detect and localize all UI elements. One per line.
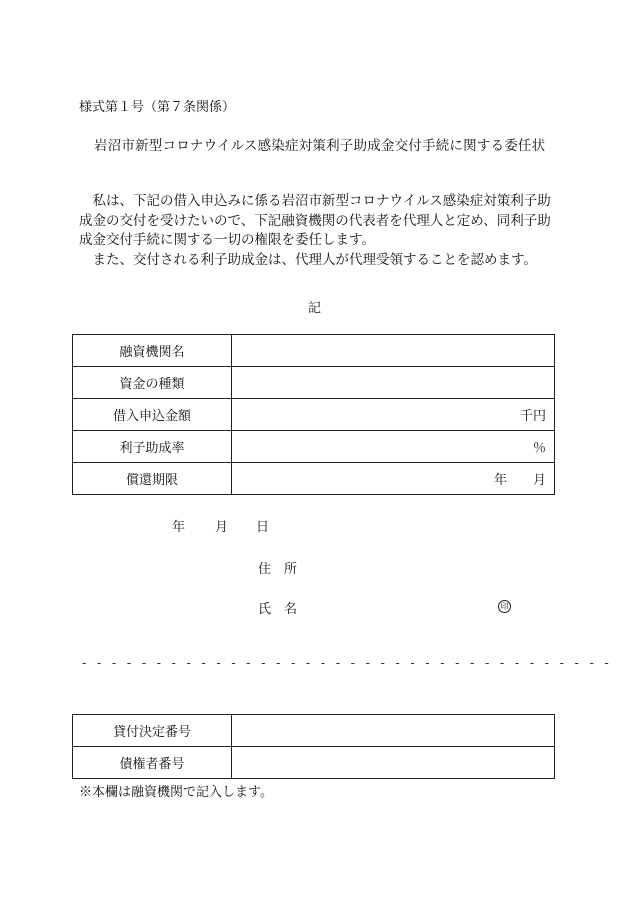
field-loan-decision-number[interactable]	[232, 715, 555, 747]
address-label: 住 所	[258, 562, 298, 577]
body-text	[79, 192, 554, 270]
field-loan-amount[interactable]: 千円	[232, 399, 555, 431]
label-fund-type: 資金の種類	[73, 367, 232, 399]
field-subsidy-rate[interactable]: ％	[232, 431, 555, 463]
ki-heading: 記	[308, 301, 322, 316]
label-creditor-number: 債権者番号	[73, 747, 232, 779]
date-month: 月	[215, 520, 229, 535]
loan-info-table	[72, 334, 555, 495]
form-number: 様式第１号（第７条関係）	[79, 100, 236, 115]
date-year: 年	[172, 520, 186, 535]
lender-use-table	[72, 714, 555, 779]
document-title: 岩沼市新型コロナウイルス感染症対策利子助成金交付手続に関する委任状	[94, 138, 546, 154]
label-repayment-term: 償還期限	[73, 463, 232, 495]
table-row	[73, 431, 555, 463]
date-day: 日	[256, 520, 270, 535]
name-label: 氏 名	[258, 602, 298, 617]
table-row	[73, 463, 555, 495]
field-creditor-number[interactable]	[232, 747, 555, 779]
field-repayment-term[interactable]: 年 月	[232, 463, 555, 495]
label-subsidy-rate: 利子助成率	[73, 431, 232, 463]
table-row	[73, 715, 555, 747]
cut-line: - - - - - - - - - - - - - - - - - - - - - - - - - - - - - - - - - - - -	[82, 656, 612, 671]
date-line	[172, 516, 269, 535]
table-row	[73, 399, 555, 431]
footnote: ※本欄は融資機関で記入します。	[79, 785, 273, 800]
label-lender: 融資機関名	[73, 335, 232, 367]
table-row	[73, 335, 555, 367]
table-row	[73, 747, 555, 779]
label-loan-decision-number: 貸付決定番号	[73, 715, 232, 747]
field-fund-type[interactable]	[232, 367, 555, 399]
field-lender[interactable]	[232, 335, 555, 367]
seal-icon: 印	[498, 600, 511, 613]
label-loan-amount: 借入申込金額	[73, 399, 232, 431]
paragraph-delegation: 私は、下記の借入申込みに係る岩沼市新型コロナウイルス感染症対策利子助成金の交付を受けたいので、下記融資機関の代表者を代理人と定め、同利子助成金交付手続に関する一切の権限を委任します。	[79, 193, 551, 248]
table-row	[73, 367, 555, 399]
paragraph-receipt: また、交付される利子助成金は、代理人が代理受領することを認めます。	[92, 251, 537, 268]
